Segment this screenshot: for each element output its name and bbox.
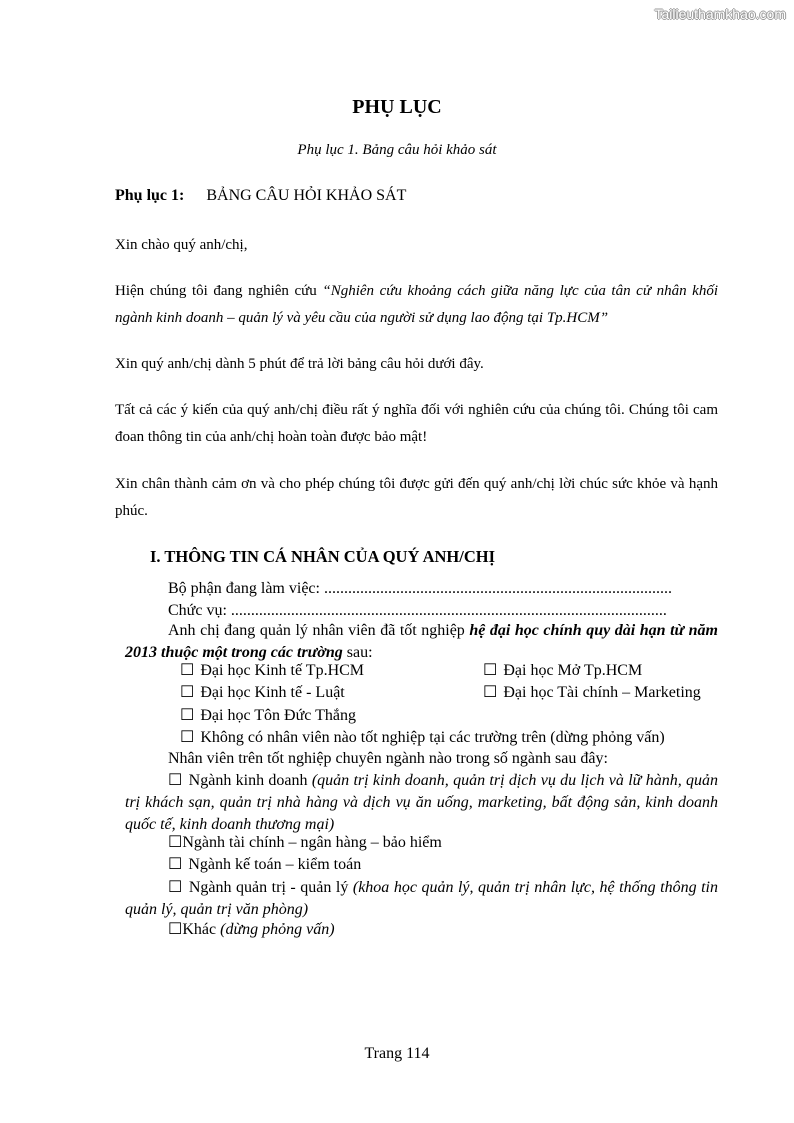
importance-paragraph: Tất cả các ý kiến của quý anh/chị điều rất ý nghĩa đối với nghiên cứu của chúng tôi. Chúng tôi cam đoan thông tin của anh/chị hoàn toàn được bảo mật! [115, 402, 718, 445]
page-number: Trang 114 [364, 1045, 430, 1062]
watermark: Tailieuthamkhao.com [654, 6, 786, 22]
appendix-label: Phụ lục 1: [115, 187, 185, 204]
option-label: Đại học Tôn Đức Thắng [200, 707, 356, 724]
major-label: Ngành quản trị - quản lý [188, 879, 353, 896]
major-label: Khác [182, 921, 221, 938]
appendix-text: BẢNG CÂU HỎI KHẢO SÁT [206, 187, 407, 204]
checkbox[interactable]: ☐ [168, 921, 183, 938]
option-tdtu[interactable] [180, 705, 356, 727]
major-label: Ngành kế toán – kiểm toán [188, 856, 362, 873]
major-label: Ngành kinh doanh [188, 772, 312, 789]
intro-paragraph [115, 278, 718, 332]
intro-prefix: Hiện chúng tôi đang nghiên cứu [115, 283, 323, 299]
appendix-heading [115, 187, 406, 205]
question-university [125, 620, 718, 664]
major-other[interactable] [168, 919, 335, 941]
major-accounting[interactable] [168, 854, 361, 876]
option-label: Đại học Mở Tp.HCM [503, 662, 643, 679]
major-business[interactable] [125, 770, 718, 836]
checkbox[interactable]: ☐ [168, 879, 183, 896]
page-title: PHỤ LỤC [352, 96, 442, 118]
checkbox[interactable]: ☐ [180, 729, 195, 746]
checkbox[interactable]: ☐ [168, 856, 183, 873]
major-management[interactable] [125, 877, 718, 921]
option-ou[interactable] [483, 660, 642, 682]
checkbox[interactable]: ☐ [483, 662, 498, 679]
option-label: Không có nhân viên nào tốt nghiệp tại các trường trên (dừng phỏng vấn) [200, 729, 665, 746]
option-label: Đại học Kinh tế - Luật [200, 684, 345, 701]
section-heading: I. THÔNG TIN CÁ NHÂN CỦA QUÝ ANH/CHỊ [150, 547, 496, 566]
option-ufm[interactable] [483, 682, 701, 704]
option-ueh[interactable] [180, 660, 364, 682]
option-label: Đại học Kinh tế Tp.HCM [200, 662, 365, 679]
major-note: (quản trị kinh doanh, quản trị dịch vụ du lịch và lữ hành, quản trị khách sạn, quản trị nhà hàng và dịch vụ ăn uống, marketing, bất động sản, kinh doanh quốc tế, kinh doanh thương mại) [125, 772, 719, 833]
option-label: Đại học Tài chính – Marketing [503, 684, 701, 701]
department-field[interactable]: Bộ phận đang làm việc: ....................................................................................... [168, 580, 672, 597]
major-label: Ngành tài chính – ngân hàng – bảo hiểm [182, 834, 442, 851]
greeting: Xin chào quý anh/chị, [115, 237, 248, 253]
option-none[interactable] [180, 727, 665, 749]
page-subtitle: Phụ lục 1. Bảng câu hỏi khảo sát [297, 142, 497, 158]
question-major: Nhân viên trên tốt nghiệp chuyên ngành nào trong số ngành sau đây: [168, 750, 608, 767]
checkbox[interactable]: ☐ [168, 834, 183, 851]
request-paragraph: Xin quý anh/chị dành 5 phút để trả lời bảng câu hỏi dưới đây. [115, 356, 484, 372]
major-finance[interactable] [168, 832, 442, 854]
question-university-prefix: Anh chị đang quản lý nhân viên đã tốt nghiệp [168, 622, 470, 639]
thanks-paragraph: Xin chân thành cảm ơn và cho phép chúng tôi được gửi đến quý anh/chị lời chúc sức khỏe và hạnh phúc. [115, 476, 718, 519]
position-field[interactable]: Chức vụ: ............................................................................................................. [168, 602, 667, 619]
checkbox[interactable]: ☐ [180, 662, 195, 679]
question-university-suffix: sau: [342, 644, 373, 661]
option-uel[interactable] [180, 682, 345, 704]
checkbox[interactable]: ☐ [180, 684, 195, 701]
major-note: (khoa học quản lý, quản trị nhân lực, hệ thống thông tin quản lý, quản trị văn phòng) [125, 879, 718, 918]
checkbox[interactable]: ☐ [483, 684, 498, 701]
checkbox[interactable]: ☐ [168, 772, 183, 789]
major-note: (dừng phỏng vấn) [220, 921, 335, 938]
study-title: “Nghiên cứu khoảng cách giữa năng lực của tân cử nhân khối ngành kinh doanh – quản lý và yêu cầu của người sử dụng lao động tại Tp.HCM” [115, 283, 718, 326]
question-university-emphasis: hệ đại học chính quy dài hạn từ năm 2013 thuộc một trong các trường [125, 622, 718, 661]
checkbox[interactable]: ☐ [180, 707, 195, 724]
